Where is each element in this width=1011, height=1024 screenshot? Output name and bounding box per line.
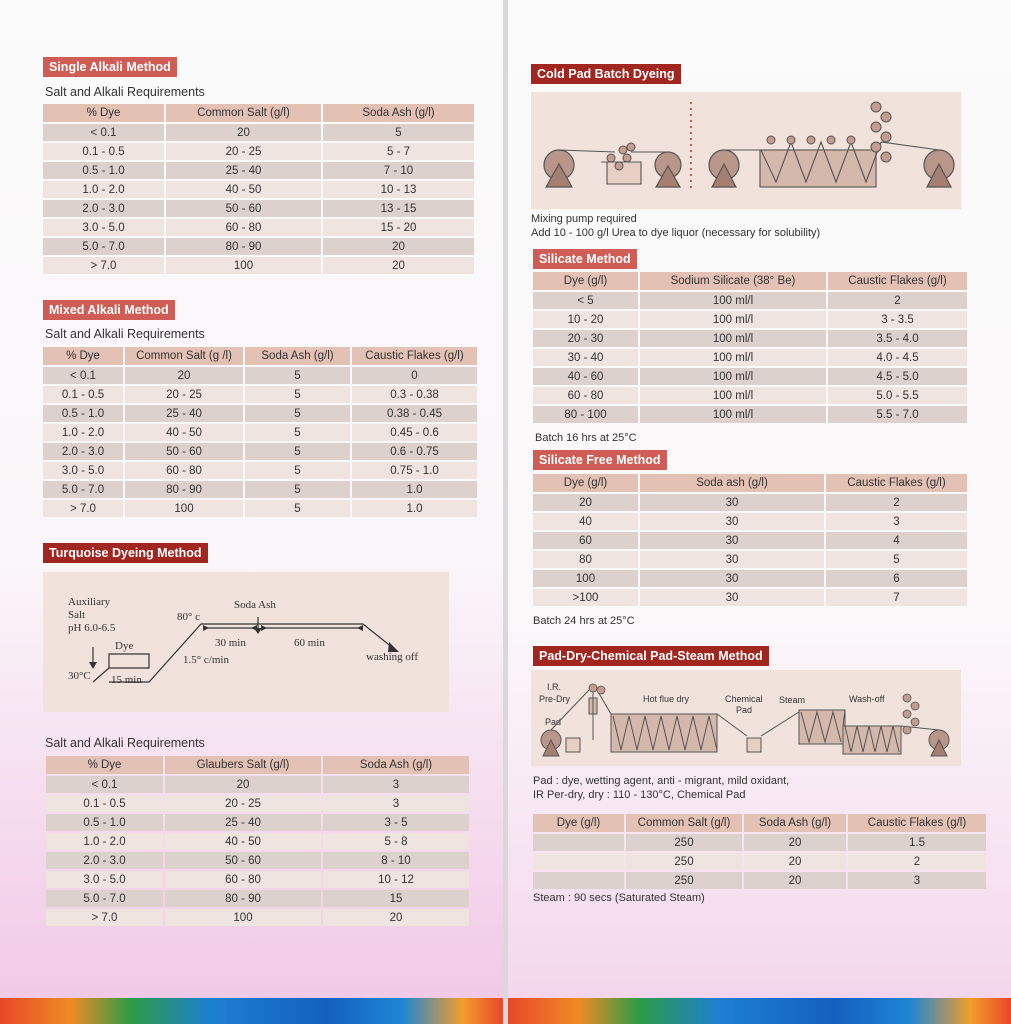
table-row — [43, 238, 474, 255]
table-cell: 30 — [640, 494, 824, 511]
pad-dry-title: Pad-Dry-Chemical Pad-Steam Method — [533, 646, 769, 666]
table-cell: 0.1 - 0.5 — [43, 143, 164, 160]
table-row — [43, 481, 477, 498]
table-cell: 4.0 - 4.5 — [828, 349, 967, 366]
table-cell: 1.0 - 2.0 — [46, 833, 163, 850]
table-cell: 80 - 90 — [166, 238, 321, 255]
table-cell: 1.0 - 2.0 — [43, 181, 164, 198]
table-row — [43, 219, 474, 236]
silicate-title: Silicate Method — [533, 249, 637, 269]
table-cell: 3 — [323, 795, 469, 812]
soda-ash-label: Soda Ash — [234, 599, 276, 611]
column-header: Dye (g/l) — [533, 272, 638, 290]
column-header: Caustic Flakes (g/l) — [828, 272, 967, 290]
table-cell: 7 — [826, 589, 967, 606]
column-header: % Dye — [43, 347, 123, 365]
chemical-label: Chemical — [725, 694, 763, 704]
table-cell: 80 - 90 — [125, 481, 243, 498]
pad-label: Pad — [545, 717, 562, 727]
table-header-row — [43, 347, 477, 365]
table-cell: 100 — [165, 909, 321, 926]
table-cell: 5.0 - 7.0 — [46, 890, 163, 907]
table-cell: 5 - 8 — [323, 833, 469, 850]
table-cell: 0.3 - 0.38 — [352, 386, 477, 403]
table-cell: 2.0 - 3.0 — [46, 852, 163, 869]
table-cell: 60 - 80 — [166, 219, 321, 236]
table-cell: 3 — [826, 513, 967, 530]
table-cell: 0 — [352, 367, 477, 384]
table-row — [533, 513, 967, 530]
table-row — [43, 443, 477, 460]
table-cell: 0.1 - 0.5 — [46, 795, 163, 812]
column-header: Soda Ash (g/l) — [744, 814, 846, 832]
table-row — [43, 143, 474, 160]
table-cell: 13 - 15 — [323, 200, 474, 217]
column-header: Caustic Flakes (g/l) — [826, 474, 967, 492]
turquoise-title: Turquoise Dyeing Method — [43, 543, 208, 563]
table-cell: 10 - 12 — [323, 871, 469, 888]
table-cell: 0.75 - 1.0 — [352, 462, 477, 479]
table-cell: 5 — [245, 367, 350, 384]
table-cell: 20 — [744, 853, 846, 870]
table-row — [43, 462, 477, 479]
table-cell: 60 - 80 — [533, 387, 638, 404]
table-cell: 80 — [533, 551, 638, 568]
single-alkali-table — [41, 102, 476, 276]
cold-pad-machine-chart — [531, 92, 961, 209]
table-row — [46, 833, 469, 850]
table-cell: 50 - 60 — [125, 443, 243, 460]
auxiliary-label: Auxiliary — [68, 596, 111, 608]
column-header: Soda Ash (g/l) — [323, 756, 469, 774]
table-cell: 3.5 - 4.0 — [828, 330, 967, 347]
column-header: Common Salt (g/l) — [166, 104, 321, 122]
rate-label: 1.5° c/min — [183, 654, 229, 666]
table-row — [533, 589, 967, 606]
table-cell: 10 - 13 — [323, 181, 474, 198]
column-header: Dye (g/l) — [533, 814, 624, 832]
decorative-stripe — [508, 998, 1011, 1024]
chemical-pad-label: Pad — [736, 705, 753, 715]
table-cell: 60 - 80 — [165, 871, 321, 888]
table-cell: 30 — [640, 589, 824, 606]
table-row — [46, 814, 469, 831]
column-header: Caustic Flakes (g/l) — [352, 347, 477, 365]
table-cell: < 0.1 — [43, 367, 123, 384]
table-cell: 0.5 - 1.0 — [43, 162, 164, 179]
table-cell: 5 — [245, 500, 350, 517]
table-cell: 1.0 — [352, 500, 477, 517]
table-row — [43, 162, 474, 179]
pad-dry-machine-chart — [531, 670, 961, 766]
table-cell: 25 - 40 — [165, 814, 321, 831]
cold-pad-title: Cold Pad Batch Dyeing — [531, 64, 681, 84]
silicate-note: Batch 16 hrs at 25°C — [535, 432, 637, 444]
column-header: % Dye — [46, 756, 163, 774]
mixed-alkali-title: Mixed Alkali Method — [43, 300, 175, 320]
table-row — [46, 871, 469, 888]
table-cell: 20 — [125, 367, 243, 384]
table-cell: 20 — [744, 834, 846, 851]
table-row — [46, 909, 469, 926]
table-cell: 0.5 - 1.0 — [43, 405, 123, 422]
table-cell: 5 — [245, 462, 350, 479]
table-cell: 20 — [323, 257, 474, 274]
table-cell: 3.0 - 5.0 — [46, 871, 163, 888]
table-cell: 80 - 90 — [165, 890, 321, 907]
table-row — [533, 551, 967, 568]
table-cell: < 0.1 — [43, 124, 164, 141]
table-cell: < 5 — [533, 292, 638, 309]
table-row — [43, 200, 474, 217]
table-cell: 5 — [323, 124, 474, 141]
table-cell: 20 — [166, 124, 321, 141]
column-header: % Dye — [43, 104, 164, 122]
pad-dry-note-3: Steam : 90 secs (Saturated Steam) — [533, 892, 705, 904]
table-cell: 20 - 25 — [125, 386, 243, 403]
table-cell: 20 — [323, 909, 469, 926]
pad-dry-note-2: IR Per-dry, dry : 110 - 130°C, Chemical Pad — [533, 789, 746, 801]
table-cell: 5.0 - 7.0 — [43, 481, 123, 498]
table-cell: > 7.0 — [46, 909, 163, 926]
table-row — [533, 387, 967, 404]
salt-label: Salt — [68, 609, 86, 621]
ir-label: I.R. — [547, 682, 562, 692]
table-row — [46, 852, 469, 869]
single-alkali-subtitle: Salt and Alkali Requirements — [45, 85, 205, 99]
table-cell: 1.0 — [352, 481, 477, 498]
table-row — [533, 834, 986, 851]
dye-label: Dye — [115, 640, 134, 652]
table-cell: 60 — [533, 532, 638, 549]
table-cell: 15 — [323, 890, 469, 907]
table-row — [43, 257, 474, 274]
predry-label: Pre-Dry — [539, 694, 570, 704]
turquoise-process-chart — [43, 572, 449, 712]
table-cell: 4 — [826, 532, 967, 549]
column-header: Dye (g/l) — [533, 474, 638, 492]
table-cell: 20 — [323, 238, 474, 255]
table-row — [43, 181, 474, 198]
table-cell: 5.0 - 7.0 — [43, 238, 164, 255]
table-row — [533, 853, 986, 870]
table-cell: 15 - 20 — [323, 219, 474, 236]
table-cell: 5.0 - 5.5 — [828, 387, 967, 404]
left-page — [0, 0, 503, 1024]
cold-pad-note-2: Add 10 - 100 g/l Urea to dye liquor (necessary for solubility) — [531, 227, 821, 239]
cold-pad-note-1: Mixing pump required — [531, 213, 637, 225]
right-page — [508, 0, 1011, 1024]
table-cell: 30 — [640, 570, 824, 587]
cold-pad-diagram — [531, 92, 961, 209]
table-cell: 0.45 - 0.6 — [352, 424, 477, 441]
table-cell: 4.5 - 5.0 — [828, 368, 967, 385]
table-header-row — [533, 272, 967, 290]
table-cell: 3.0 - 5.0 — [43, 219, 164, 236]
table-cell: 100 — [166, 257, 321, 274]
table-cell: 8 - 10 — [323, 852, 469, 869]
table-cell: 20 — [165, 776, 321, 793]
table-cell — [533, 834, 624, 851]
table-cell: 5 — [826, 551, 967, 568]
table-row — [43, 124, 474, 141]
table-cell: 3 - 3.5 — [828, 311, 967, 328]
wash-off-label: Wash-off — [849, 694, 885, 704]
pad-dry-table — [531, 812, 988, 891]
table-cell: 100 ml/l — [640, 311, 826, 328]
table-cell: 10 - 20 — [533, 311, 638, 328]
table-row — [533, 349, 967, 366]
table-row — [533, 494, 967, 511]
table-row — [43, 500, 477, 517]
table-cell: 3 — [323, 776, 469, 793]
table-cell: 0.6 - 0.75 — [352, 443, 477, 460]
single-alkali-title: Single Alkali Method — [43, 57, 177, 77]
table-row — [533, 872, 986, 889]
pad-dry-note-1: Pad : dye, wetting agent, anti - migrant, mild oxidant, — [533, 775, 790, 787]
thirty-min-label: 30 min — [215, 637, 246, 649]
table-row — [46, 795, 469, 812]
table-cell: 20 - 25 — [165, 795, 321, 812]
table-cell: 5 — [245, 405, 350, 422]
table-cell: 30 — [640, 513, 824, 530]
sixty-min-label: 60 min — [294, 637, 325, 649]
table-cell: 40 - 60 — [533, 368, 638, 385]
table-cell: 25 - 40 — [125, 405, 243, 422]
table-cell: 20 - 25 — [166, 143, 321, 160]
table-header-row — [533, 814, 986, 832]
table-cell — [533, 853, 624, 870]
table-row — [43, 386, 477, 403]
table-cell: 100 ml/l — [640, 292, 826, 309]
table-cell: 250 — [626, 853, 742, 870]
table-row — [46, 890, 469, 907]
table-cell: 50 - 60 — [165, 852, 321, 869]
fifteen-min-label: 15 min — [111, 674, 142, 686]
table-cell: 2 — [848, 853, 986, 870]
table-cell: 7 - 10 — [323, 162, 474, 179]
table-row — [533, 311, 967, 328]
table-row — [533, 330, 967, 347]
table-cell: 25 - 40 — [166, 162, 321, 179]
table-cell: < 0.1 — [46, 776, 163, 793]
mixed-alkali-table — [41, 345, 479, 519]
table-cell: 100 ml/l — [640, 368, 826, 385]
table-cell: 0.1 - 0.5 — [43, 386, 123, 403]
turquoise-process-diagram — [43, 572, 449, 712]
top-temp-label: 80° c — [177, 611, 201, 623]
table-cell: 20 — [533, 494, 638, 511]
table-cell: 100 ml/l — [640, 387, 826, 404]
column-header: Soda Ash (g/l) — [245, 347, 350, 365]
table-row — [43, 405, 477, 422]
table-cell — [533, 872, 624, 889]
table-cell: 6 — [826, 570, 967, 587]
table-cell: 60 - 80 — [125, 462, 243, 479]
table-cell: 40 — [533, 513, 638, 530]
table-cell: 3 — [848, 872, 986, 889]
table-cell: 2 — [828, 292, 967, 309]
table-cell: 80 - 100 — [533, 406, 638, 423]
table-cell: 100 ml/l — [640, 330, 826, 347]
column-header: Sodium Silicate (38° Be) — [640, 272, 826, 290]
table-cell: 2.0 - 3.0 — [43, 443, 123, 460]
turquoise-table — [44, 754, 471, 928]
table-cell: 100 — [533, 570, 638, 587]
table-cell: 250 — [626, 834, 742, 851]
table-cell: 5.5 - 7.0 — [828, 406, 967, 423]
turquoise-subtitle: Salt and Alkali Requirements — [45, 736, 205, 750]
table-cell: 1.5 — [848, 834, 986, 851]
table-cell: 5 — [245, 443, 350, 460]
table-cell: 100 ml/l — [640, 349, 826, 366]
table-cell: 0.5 - 1.0 — [46, 814, 163, 831]
column-header: Soda ash (g/l) — [640, 474, 824, 492]
table-cell: > 7.0 — [43, 257, 164, 274]
column-header: Glaubers Salt (g/l) — [165, 756, 321, 774]
column-header: Caustic Flakes (g/l) — [848, 814, 986, 832]
table-header-row — [43, 104, 474, 122]
table-row — [533, 406, 967, 423]
table-cell: 5 - 7 — [323, 143, 474, 160]
table-cell: 40 - 50 — [165, 833, 321, 850]
table-row — [533, 368, 967, 385]
table-cell: 5 — [245, 481, 350, 498]
table-cell: >100 — [533, 589, 638, 606]
table-cell: 30 — [640, 551, 824, 568]
silicate-table — [531, 270, 969, 425]
table-cell: 5 — [245, 424, 350, 441]
table-header-row — [46, 756, 469, 774]
table-row — [533, 570, 967, 587]
table-cell: 0.38 - 0.45 — [352, 405, 477, 422]
table-cell: 50 - 60 — [166, 200, 321, 217]
table-cell: 40 - 50 — [125, 424, 243, 441]
table-cell: 20 - 30 — [533, 330, 638, 347]
table-cell: > 7.0 — [43, 500, 123, 517]
table-cell: 2 — [826, 494, 967, 511]
silicate-free-table — [531, 472, 969, 608]
table-cell: 30 — [640, 532, 824, 549]
table-cell: 5 — [245, 386, 350, 403]
column-header: Common Salt (g /l) — [125, 347, 243, 365]
pad-dry-diagram — [531, 670, 961, 766]
table-cell: 250 — [626, 872, 742, 889]
table-cell: 3 - 5 — [323, 814, 469, 831]
column-header: Common Salt (g/l) — [626, 814, 742, 832]
table-row — [533, 532, 967, 549]
table-cell: 3.0 - 5.0 — [43, 462, 123, 479]
ph-label: pH 6.0-6.5 — [68, 622, 116, 634]
mixed-alkali-subtitle: Salt and Alkali Requirements — [45, 327, 205, 341]
column-header: Soda Ash (g/l) — [323, 104, 474, 122]
washing-off-label: washing off — [366, 651, 419, 663]
silicate-free-title: Silicate Free Method — [533, 450, 667, 470]
hot-flue-label: Hot flue dry — [643, 694, 690, 704]
table-cell: 40 - 50 — [166, 181, 321, 198]
decorative-stripe — [0, 998, 503, 1024]
table-cell: 30 - 40 — [533, 349, 638, 366]
table-row — [43, 424, 477, 441]
table-row — [43, 367, 477, 384]
table-cell: 100 ml/l — [640, 406, 826, 423]
table-row — [533, 292, 967, 309]
table-cell: 100 — [125, 500, 243, 517]
silicate-free-note: Batch 24 hrs at 25°C — [533, 615, 635, 627]
table-cell: 1.0 - 2.0 — [43, 424, 123, 441]
table-cell: 2.0 - 3.0 — [43, 200, 164, 217]
steam-label: Steam — [779, 695, 806, 705]
table-header-row — [533, 474, 967, 492]
table-cell: 20 — [744, 872, 846, 889]
table-row — [46, 776, 469, 793]
start-temp-label: 30°C — [68, 670, 91, 682]
